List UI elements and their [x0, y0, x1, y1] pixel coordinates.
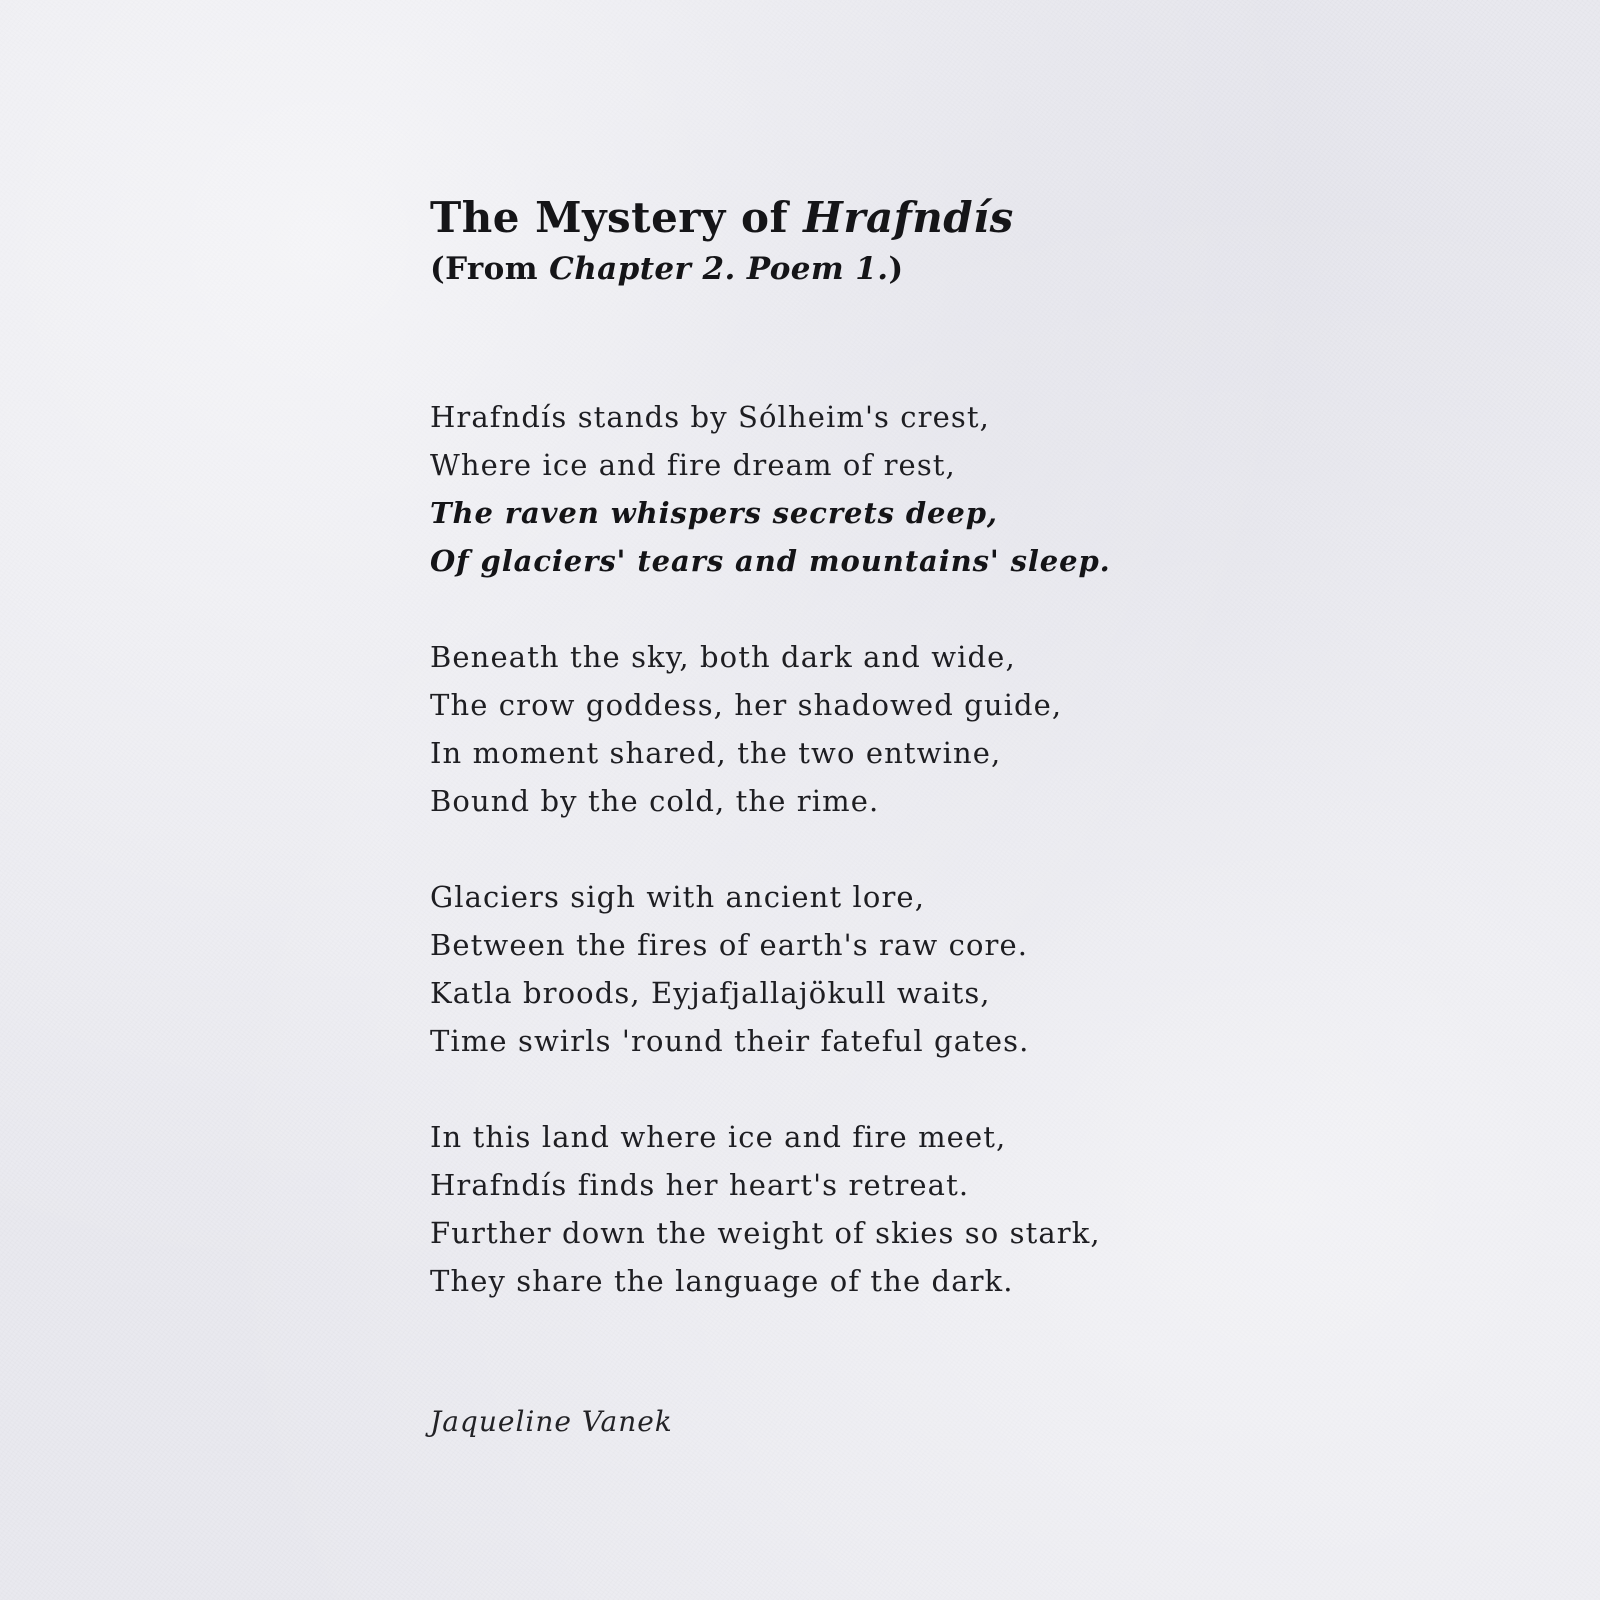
poem-line: Katla broods, Eyjafjallajökull waits, [430, 976, 991, 1010]
subtitle-close: ) [888, 251, 904, 287]
stanza-4 [430, 1113, 1230, 1305]
poem-line: Between the fires of earth's raw core. [430, 928, 1029, 962]
poem-line: The crow goddess, her shadowed guide, [430, 688, 1063, 722]
stanza-1 [430, 393, 1230, 585]
poem-line: Hrafndís stands by Sólheim's crest, [430, 400, 990, 434]
poem-line: Bound by the cold, the rime. [430, 784, 880, 818]
poem-line: They share the language of the dark. [430, 1264, 1014, 1298]
poem-line: Beneath the sky, both dark and wide, [430, 640, 1016, 674]
poem-line: Hrafndís finds her heart's retreat. [430, 1168, 970, 1202]
title-block [430, 190, 1230, 292]
poem-line: Where ice and fire dream of rest, [430, 448, 956, 482]
poem-title-name: Hrafndís [803, 193, 1014, 242]
poem-line: Further down the weight of skies so stark, [430, 1216, 1101, 1250]
subtitle-open: (From [430, 251, 550, 287]
poem-line: In this land where ice and fire meet, [430, 1120, 1007, 1154]
stanza-3 [430, 873, 1230, 1065]
poem-line: In moment shared, the two entwine, [430, 736, 1002, 770]
stanza-2 [430, 633, 1230, 825]
poem-title [430, 190, 1230, 246]
poem-line-emphasized: Of glaciers' tears and mountains' sleep. [430, 544, 1111, 578]
poem-subtitle [430, 246, 1230, 292]
poem-page [430, 0, 1230, 1600]
poem-line: Time swirls 'round their fateful gates. [430, 1024, 1030, 1058]
poem-body [430, 393, 1230, 1353]
poem-line-emphasized: The raven whispers secrets deep, [430, 496, 998, 530]
author-signature: Jaqueline Vanek [430, 1405, 673, 1438]
poem-line: Glaciers sigh with ancient lore, [430, 880, 926, 914]
poem-title-prefix: The Mystery of [430, 193, 804, 242]
subtitle-source: Chapter 2. Poem 1. [549, 251, 889, 287]
